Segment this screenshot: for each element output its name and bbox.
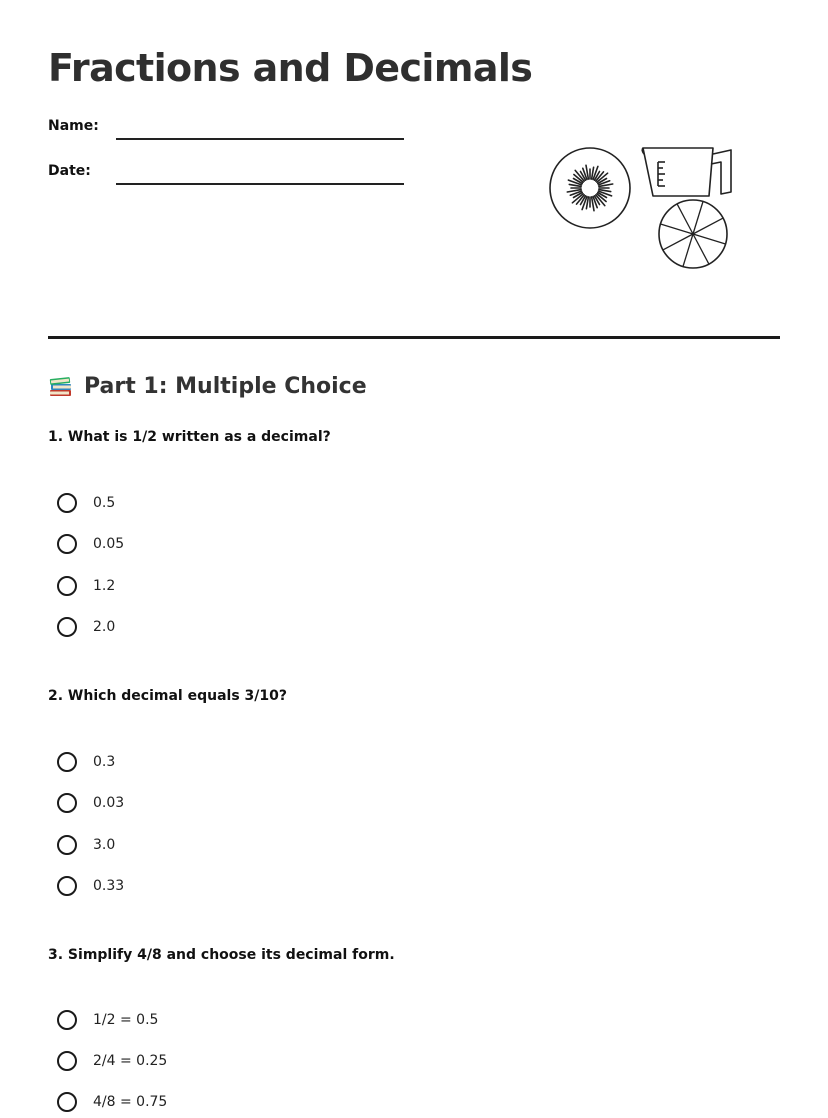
radio-button[interactable] [57,1092,77,1112]
option-label: 1/2 = 0.5 [93,1012,159,1028]
option-label: 0.05 [93,536,125,552]
measuring-cup-icon [642,148,731,196]
section-title: Part 1: Multiple Choice [84,373,367,399]
question-2-option-4[interactable] [57,873,124,899]
question-2-option-1[interactable] [57,749,115,775]
radio-button[interactable] [57,1010,77,1030]
radio-button[interactable] [57,1051,77,1071]
question-3-option-2[interactable] [57,1048,167,1074]
section-heading [48,373,367,399]
radio-button[interactable] [57,876,77,896]
section-divider [48,336,780,339]
question-3-option-1[interactable] [57,1007,158,1033]
question-1-option-4[interactable] [57,614,115,640]
option-label: 0.03 [93,795,125,811]
option-label: 2.0 [93,619,116,635]
question-3-option-3[interactable] [57,1089,167,1115]
date-label: Date: [48,163,91,179]
name-field[interactable] [48,118,408,148]
question-1-option-1[interactable] [57,490,115,516]
option-label: 2/4 = 0.25 [93,1053,168,1069]
name-underline[interactable] [116,138,404,140]
option-label: 0.33 [93,878,125,894]
question-1-option-2[interactable] [57,531,124,557]
radio-button[interactable] [57,493,77,513]
question-1-option-3[interactable] [57,573,115,599]
fruit-illustration [545,140,745,272]
citrus-slice-icon [659,200,727,268]
radio-button[interactable] [57,534,77,554]
option-label: 3.0 [93,837,116,853]
date-underline[interactable] [116,183,404,185]
question-2-text: 2. Which decimal equals 3/10? [48,688,287,704]
books-icon [48,373,74,399]
option-label: 1.2 [93,578,116,594]
question-2-option-2[interactable] [57,790,124,816]
radio-button[interactable] [57,752,77,772]
radio-button[interactable] [57,576,77,596]
option-label: 4/8 = 0.75 [93,1094,168,1110]
page-title: Fractions and Decimals [48,46,533,90]
radio-button[interactable] [57,793,77,813]
question-3-text: 3. Simplify 4/8 and choose its decimal form. [48,947,395,963]
question-1-text: 1. What is 1/2 written as a decimal? [48,429,331,445]
option-label: 0.3 [93,754,116,770]
radio-button[interactable] [57,617,77,637]
option-label: 0.5 [93,495,116,511]
name-label: Name: [48,118,99,134]
radio-button[interactable] [57,835,77,855]
date-field[interactable] [48,163,408,193]
question-2-option-3[interactable] [57,832,115,858]
kiwi-slice-icon [550,148,630,228]
